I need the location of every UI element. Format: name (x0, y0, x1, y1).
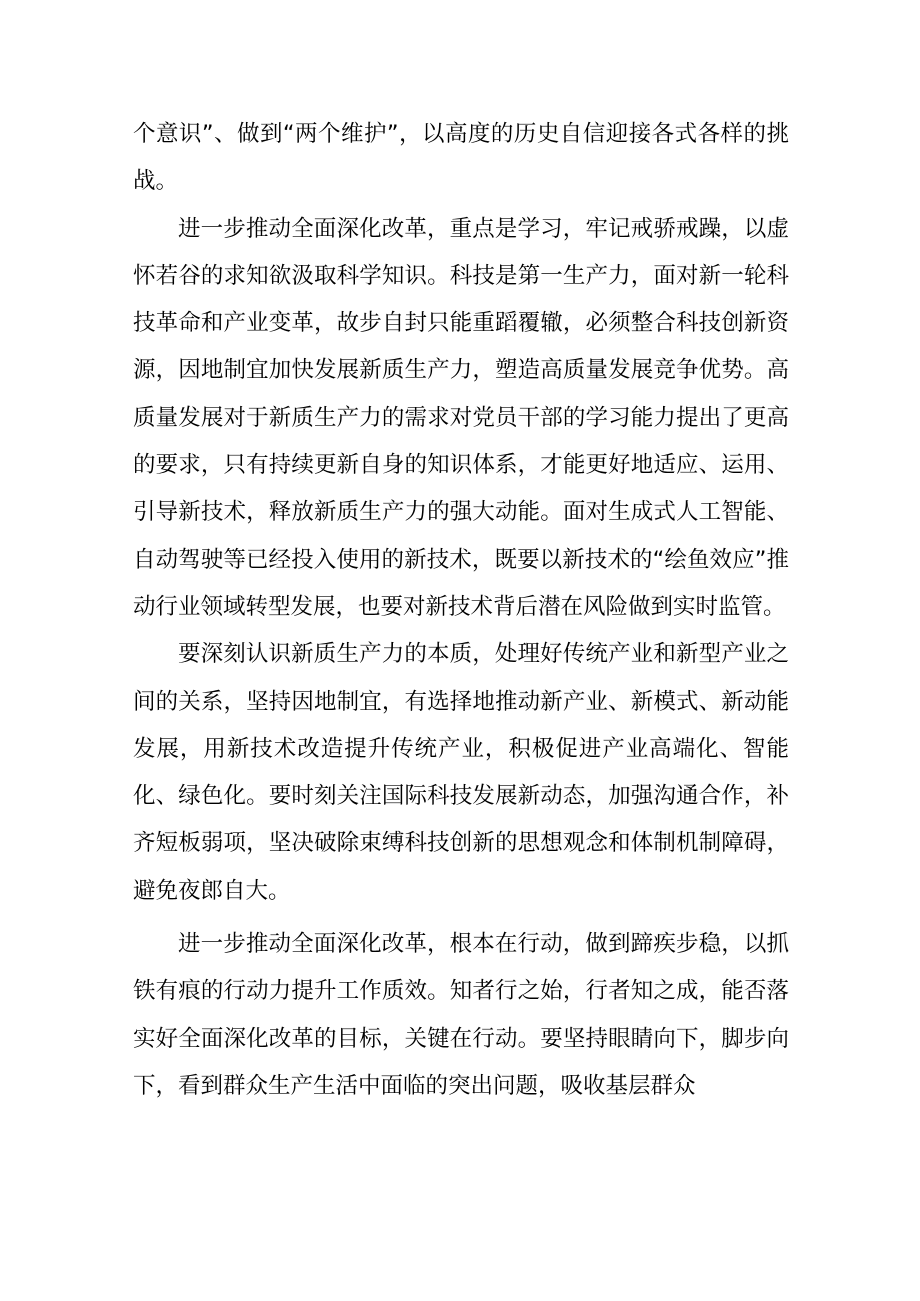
paragraph-continuation: 个意识”、做到“两个维护”，以高度的历史自信迎接各式各样的挑战。 (133, 121, 789, 195)
paragraph-productivity: 要深刻认识新质生产力的本质，处理好传统产业和新型产业之间的关系，坚持因地制宜，有选择地推动新产业、新模式、新动能发展，用新技术改造提升传统产业，积极促进产业高端化、智能化、绿色化。要时刻关注国际科技发展新动态，加强沟通合作，补齐短板弱项，坚决破除束缚科技创新的思想观念和体制机制障碍，避免夜郎自大。 (133, 641, 789, 904)
paragraph-study: 进一步推动全面深化改革，重点是学习，牢记戒骄戒躁，以虚怀若谷的求知欲汲取科学知识。科技是第一生产力，面对新一轮科技革命和产业变革，故步自封只能重蹈覆辙，必须整合科技创新资源，因地制宜加快发展新质生产力，塑造高质量发展竞争优势。高质量发展对于新质生产力的需求对党员干部的学习能力提出了更高的要求，只有持续更新自身的知识体系，才能更好地适应、运用、引导新技术，释放新质生产力的强大动能。面对生成式人工智能、自动驾驶等已经投入使用的新技术，既要以新技术的“绘鱼效应”推动行业领域转型发展，也要对新技术背后潜在风险做到实时监管。 (133, 215, 789, 620)
paragraph-action: 进一步推动全面深化改革，根本在行动，做到蹄疾步稳，以抓铁有痕的行动力提升工作质效。知者行之始，行者知之成，能否落实好全面深化改革的目标，关键在行动。要坚持眼睛向下，脚步向下，看到群众生产生活中面临的突出问题，吸收基层群众 (133, 931, 789, 1099)
document-body (133, 111, 789, 1110)
